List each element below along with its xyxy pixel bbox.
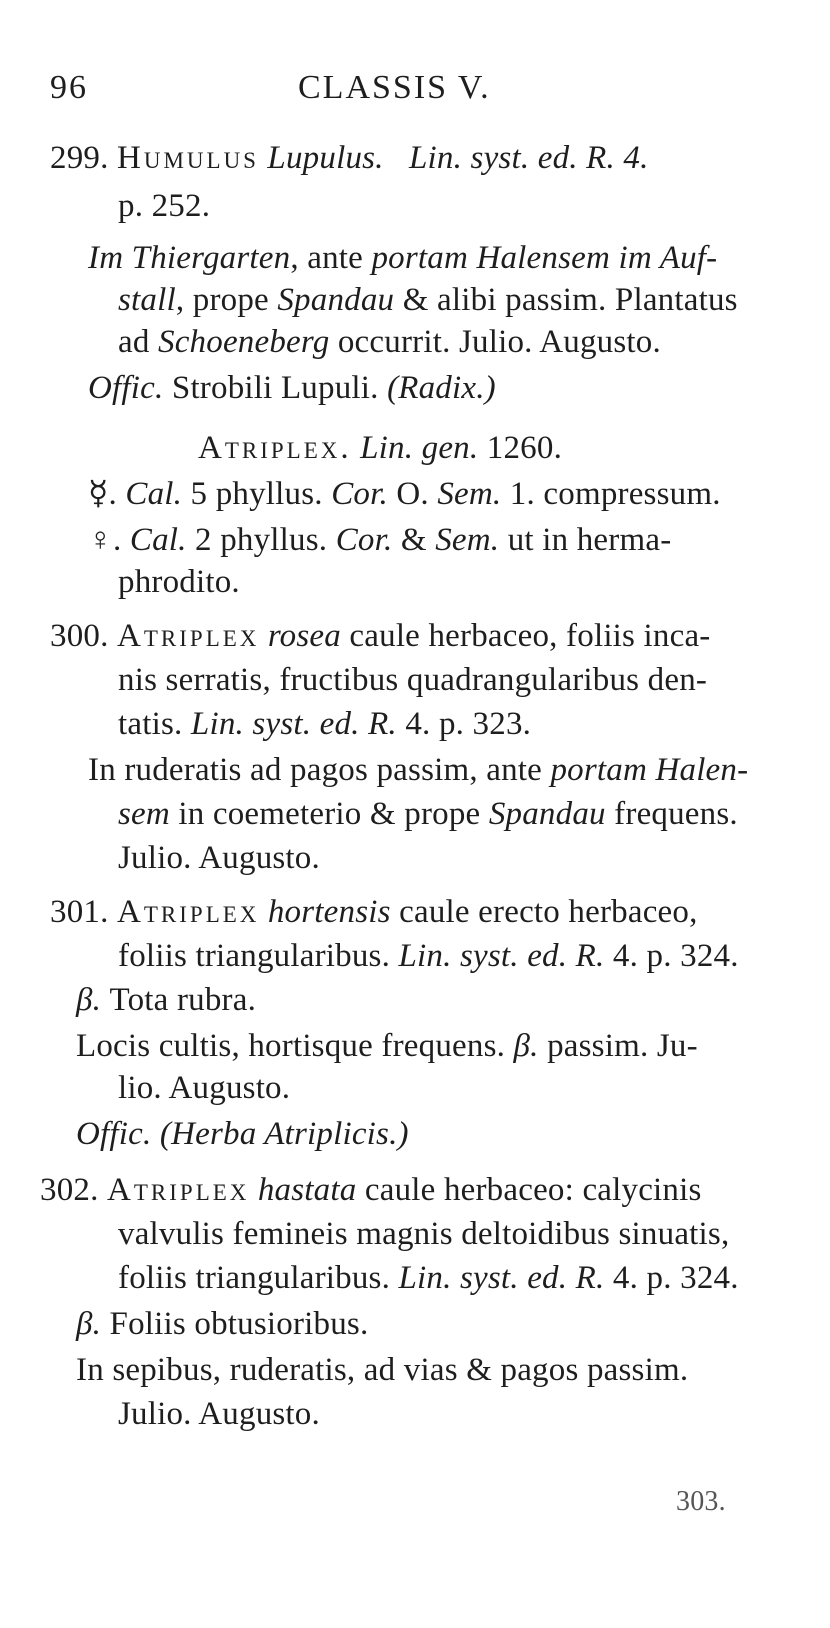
genus-name: Atriplex (117, 894, 260, 930)
text: foliis triangularibus. (118, 938, 399, 974)
text: passim. Ju- (538, 1028, 698, 1064)
place-name: Im Thiergarten (88, 240, 291, 276)
running-title: CLASSIS V. (298, 69, 491, 106)
text: Cor. (335, 522, 393, 558)
entry-300-line-2: nis serratis, fructibus quadrangularibus den- (118, 662, 708, 698)
place-name: portam Halensem im Auf- (371, 240, 718, 276)
text: O. (387, 476, 438, 512)
text: caule herbaceo, foliis inca- (340, 618, 711, 654)
text: & (392, 522, 436, 558)
text: 1. compressum. (501, 476, 721, 512)
place-name: Spandau (277, 282, 395, 318)
entry-299-offic (88, 368, 496, 408)
entry-number: 302. (40, 1172, 99, 1208)
entry-300-locality-1 (88, 750, 748, 790)
entry-302-line-1 (40, 1170, 702, 1210)
text: Strobili Lupuli. (163, 370, 388, 406)
entry-number: 299. (50, 140, 109, 176)
text: 2 phyllus. (186, 522, 336, 558)
offic-note: (Herba Atriplicis.) (151, 1116, 409, 1152)
entry-299-locality-1 (88, 238, 717, 278)
entry-301-line-1 (50, 892, 698, 932)
text: 5 phyllus. (182, 476, 332, 512)
text: occurrit. Julio. Augusto. (329, 324, 661, 360)
text: in coemeterio & prope (169, 796, 489, 832)
text: Cor. (331, 476, 388, 512)
reference: Lin. syst. ed. R. 4. (409, 140, 649, 176)
entry-number: 301. (50, 894, 109, 930)
offic-label: Offic. (76, 1116, 152, 1152)
text: Locis cultis, hortisque frequens. (76, 1028, 514, 1064)
place-name: stall (118, 282, 176, 318)
female-line (88, 520, 671, 560)
entry-301-line-2 (118, 936, 739, 976)
text: Cal. (116, 476, 183, 512)
place-name: Spandau (488, 796, 606, 832)
entry-301-locality-1 (76, 1026, 698, 1066)
genus-name: Humulus (117, 140, 259, 176)
text: frequens. (605, 796, 738, 832)
entry-302-locality-2: Julio. Augusto. (118, 1396, 320, 1432)
text: ad (118, 324, 158, 360)
entry-302-line-3 (118, 1258, 739, 1298)
text: , prope (175, 282, 278, 318)
entry-302-variety (76, 1304, 368, 1344)
variety-symbol: β. (76, 1306, 102, 1342)
genus-name: Atriplex (117, 618, 260, 654)
text: foliis triangularibus. (118, 1260, 399, 1296)
text: Tota rubra. (101, 982, 257, 1018)
entry-299-line-2: p. 252. (118, 188, 211, 224)
hermaphrodite-symbol: ☿. (88, 476, 117, 512)
variety-symbol: β. (513, 1028, 539, 1064)
text: Cal. (121, 522, 187, 558)
text: Sem. (437, 476, 502, 512)
reference: gen. (413, 430, 479, 466)
text: In ruderatis ad pagos passim, ante (88, 752, 551, 788)
entry-299-locality-2 (118, 280, 738, 320)
text: 4. p. 324. (604, 1260, 739, 1296)
entry-301-offic (76, 1114, 409, 1154)
entry-301-variety (76, 980, 256, 1020)
text: 4. p. 324. (604, 938, 739, 974)
text: tatis. (118, 706, 191, 742)
entry-299-line-1 (50, 138, 649, 178)
catchword: 303. (676, 1486, 726, 1517)
genus-heading (198, 428, 562, 468)
entry-300-locality-3: Julio. Augusto. (118, 840, 320, 876)
text: caule erecto herbaceo, (390, 894, 698, 930)
entry-299-locality-3 (118, 322, 661, 362)
reference: Lin. syst. ed. R. (398, 938, 605, 974)
entry-300-line-1 (50, 616, 711, 656)
reference: Lin. syst. ed. R. (398, 1260, 605, 1296)
genus-title: Atriplex. (198, 430, 352, 466)
text: caule herbaceo: calycinis (356, 1172, 702, 1208)
reference: Lin. (351, 430, 414, 466)
variety-symbol: β. (76, 982, 102, 1018)
text: 4. p. 323. (396, 706, 532, 742)
offic-label: Offic. (88, 370, 164, 406)
female-symbol: ♀. (88, 522, 122, 558)
page-number: 96 (50, 69, 88, 106)
reference: Lin. syst. ed. R. (190, 706, 397, 742)
place-name: Schoeneberg (158, 324, 330, 360)
text: Sem. (435, 522, 500, 558)
hermaphrodite-line (88, 474, 721, 514)
text: & alibi passim. Plantatus (394, 282, 738, 318)
reference-number: 1260. (478, 430, 563, 466)
female-line-2: phrodito. (118, 564, 240, 600)
text: ut in herma- (499, 522, 672, 558)
species-name: hortensis (259, 894, 391, 930)
entry-300-line-3 (118, 704, 531, 744)
place-name: portam Halen- (550, 752, 749, 788)
entry-300-locality-2 (118, 794, 738, 834)
entry-number: 300. (50, 618, 109, 654)
text: Foliis obtusioribus. (101, 1306, 369, 1342)
species-name: hastata (249, 1172, 357, 1208)
genus-name: Atriplex (107, 1172, 250, 1208)
entry-301-locality-2: lio. Augusto. (118, 1070, 291, 1106)
text: , ante (290, 240, 372, 276)
entry-302-locality-1: In sepibus, ruderatis, ad vias & pagos passim. (76, 1352, 689, 1388)
offic-note: (Radix.) (387, 370, 496, 406)
entry-302-line-2: valvulis femineis magnis deltoidibus sinuatis, (118, 1216, 730, 1252)
species-name: rosea (259, 618, 341, 654)
place-name: sem (118, 796, 170, 832)
species-name: Lupulus. (267, 140, 384, 176)
